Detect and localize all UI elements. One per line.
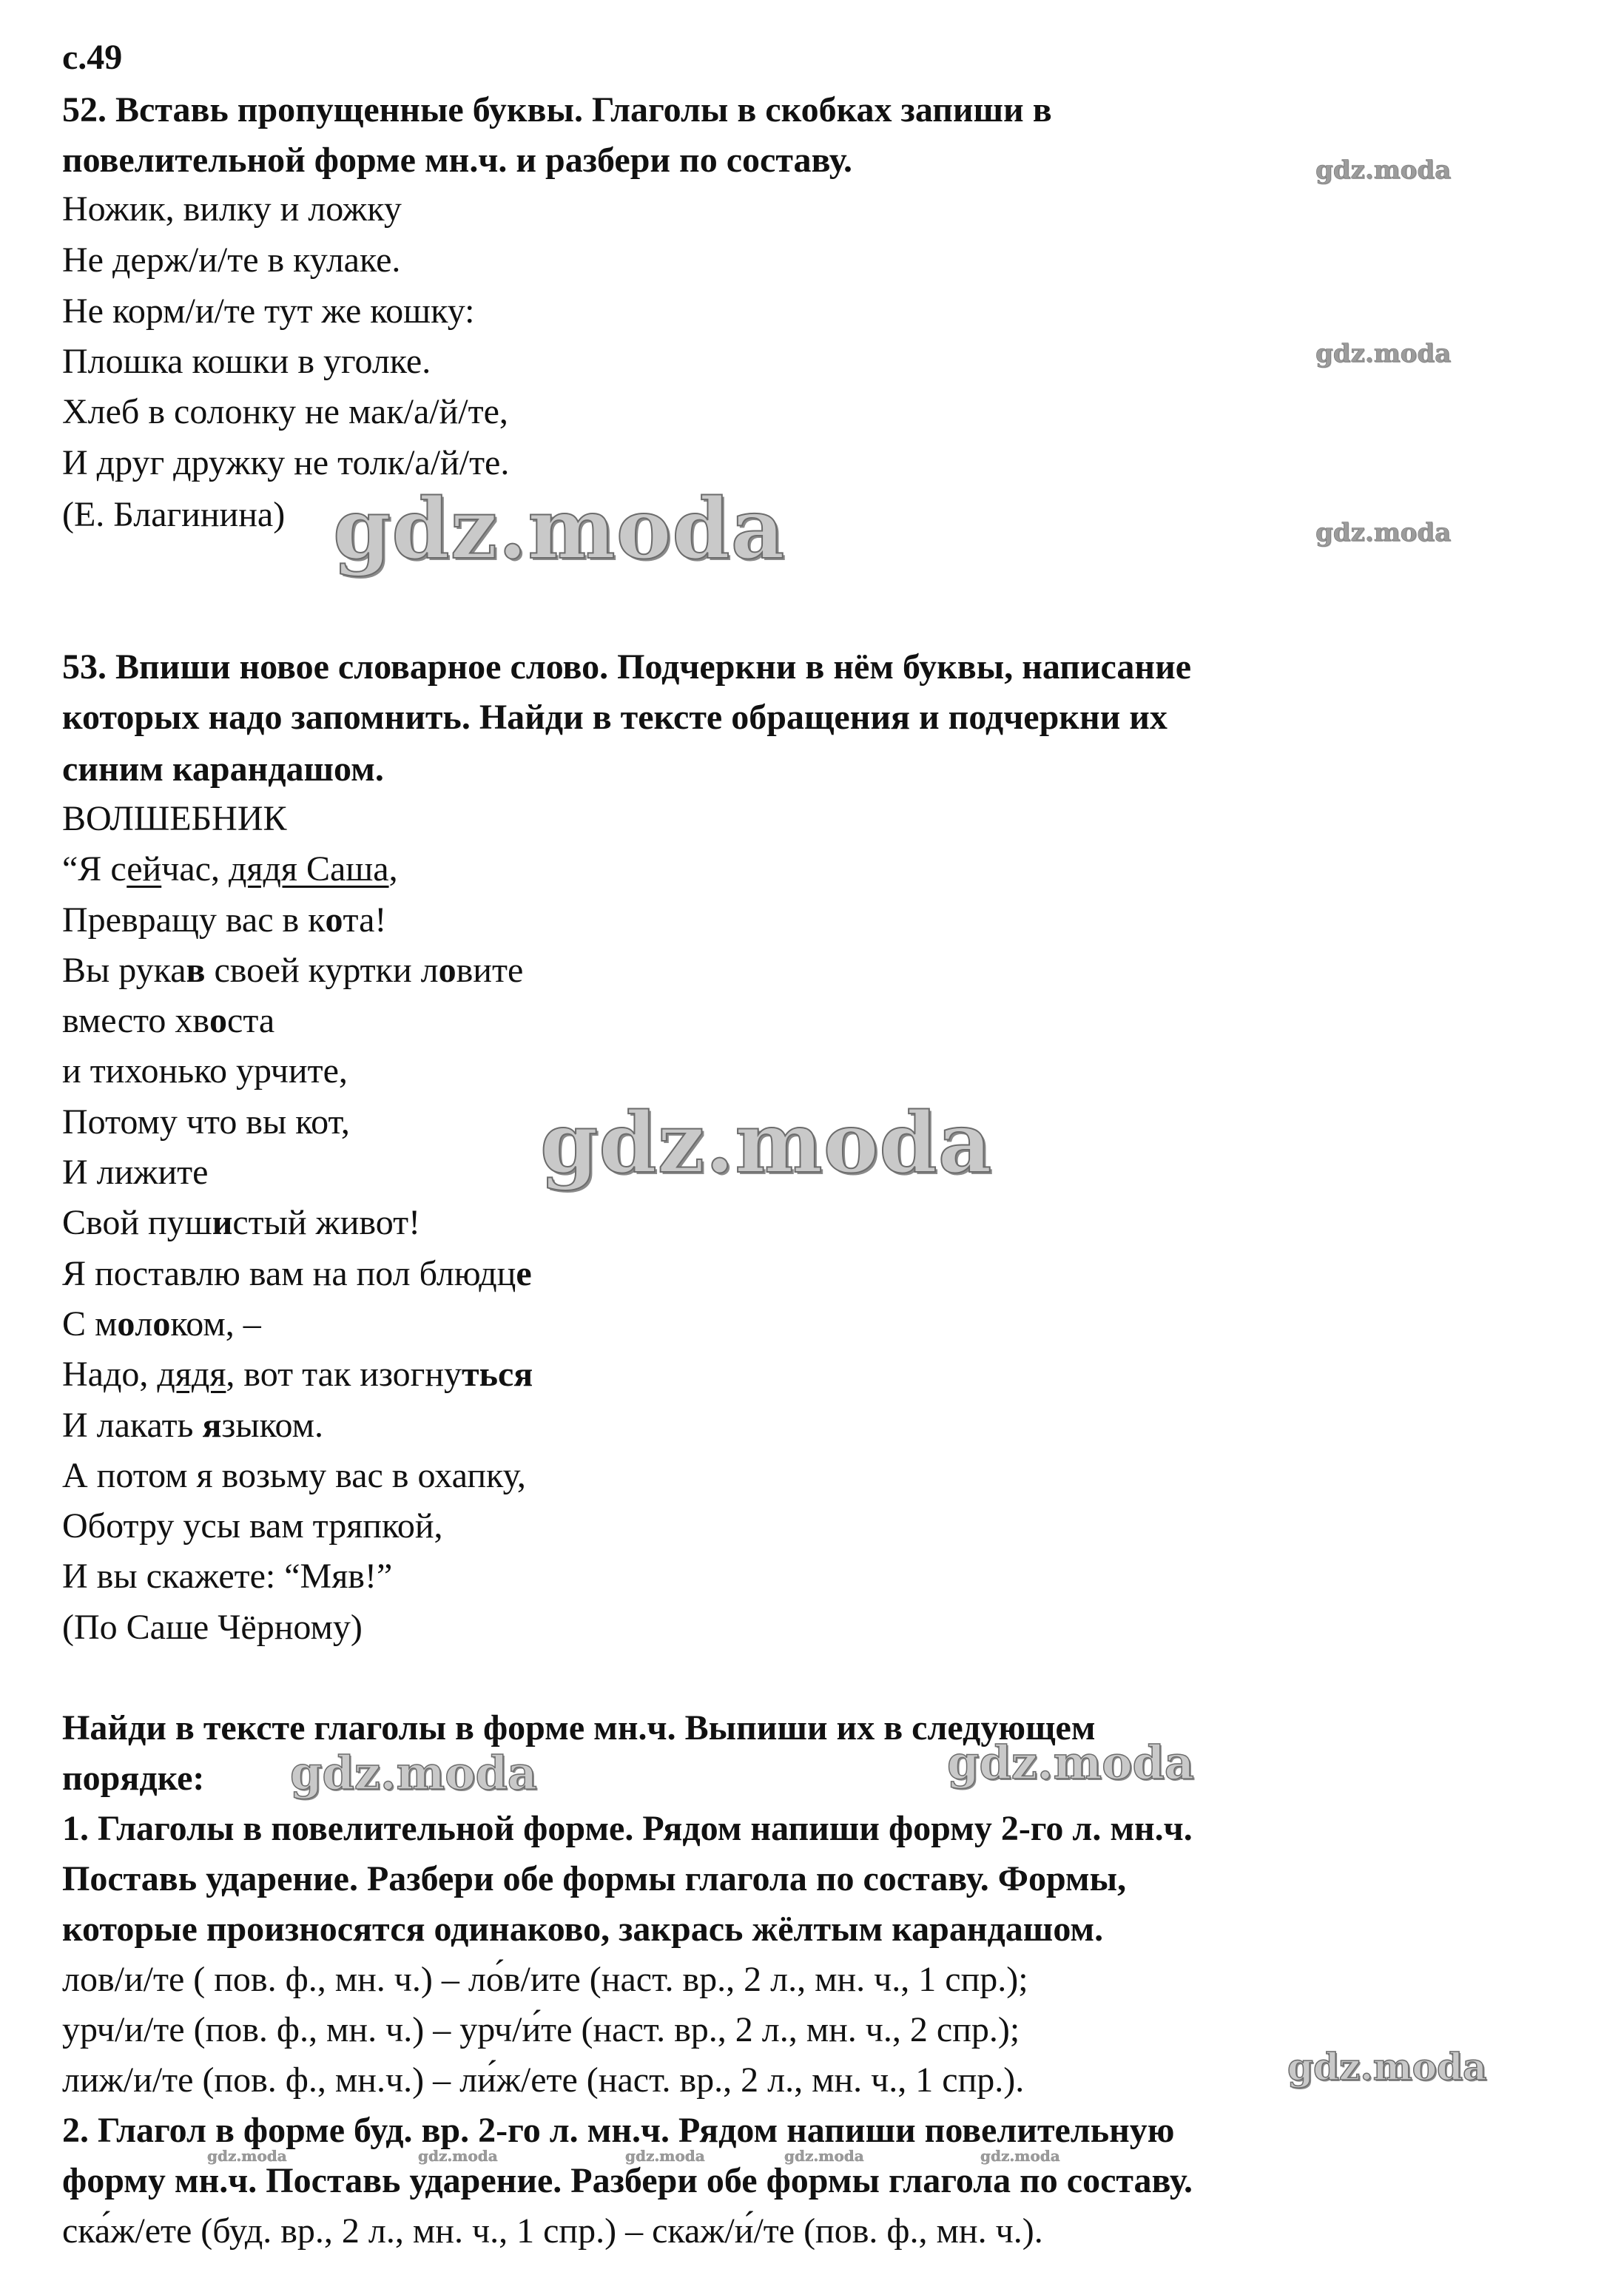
- part1-line-1: 1. Глаголы в повелительной форме. Рядом напиши форму 2-го л. мн.ч.: [62, 1809, 1193, 1848]
- ex52-task-line-2: повелительной форме мн.ч. и разбери по составу.: [62, 141, 852, 180]
- watermark-small: gdz.moda: [1315, 339, 1452, 368]
- ex53-task-line-2: которых надо запомнить. Найди в тексте обращения и подчеркни их: [62, 698, 1168, 737]
- watermark-tiny: gdz.moda: [625, 2147, 705, 2165]
- ex53-task-line-1: 53. Впиши новое словарное слово. Подчеркни в нём буквы, написание: [62, 647, 1192, 687]
- watermark-large: gdz.moda: [540, 1095, 993, 1192]
- ex52-author: (Е. Благинина): [62, 495, 286, 534]
- watermark-small: gdz.moda: [1315, 518, 1452, 547]
- ex53-poem-line-6: Потому что вы кот,: [62, 1102, 350, 1142]
- ex53-author: (По Саше Чёрному): [62, 1608, 363, 1647]
- watermark-tiny: gdz.moda: [980, 2147, 1060, 2165]
- answer1-line-2: урч/и/те (пов. ф., мн. ч.) – урч/и́те (наст. вр., 2 л., мн. ч., 2 спр.);: [62, 2010, 1020, 2049]
- ex52-poem-line-5: Хлеб в солонку не мак/а/й/те,: [62, 392, 508, 431]
- ex53-poem-line-15: И вы скажете: “Мяв!”: [62, 1557, 393, 1596]
- watermark-medium: gdz.moda: [1287, 2045, 1487, 2089]
- part2-line-1: 2. Глагол в форме буд. вр. 2-го л. мн.ч. Рядом напиши повелительную: [62, 2111, 1175, 2150]
- watermark-medium: gdz.moda: [290, 1746, 537, 1800]
- ex53-poem-line-8: Свой пушистый живот!: [62, 1203, 421, 1242]
- ex53-poem-line-13: А потом я возьму вас в охапку,: [62, 1456, 526, 1495]
- ex53-poem-line-3: Вы рукав своей куртки ловите: [62, 951, 524, 990]
- answer1-line-1: лов/и/те ( пов. ф., мн. ч.) – ло́в/ите (наст. вр., 2 л., мн. ч., 1 спр.);: [62, 1960, 1028, 1999]
- ex52-poem-line-6: И друг дружку не толк/а/й/те.: [62, 443, 510, 482]
- watermark-tiny: gdz.moda: [418, 2147, 498, 2165]
- ex52-poem-line-4: Плошка кошки в уголке.: [62, 342, 431, 381]
- ex53-poem-line-4: вместо хвоста: [62, 1001, 275, 1040]
- ex52-poem-line-1: Ножик, вилку и ложку: [62, 189, 402, 229]
- watermark-large: gdz.moda: [333, 481, 786, 578]
- part2-line-2: форму мн.ч. Поставь ударение. Разбери обе формы глагола по составу.: [62, 2161, 1193, 2200]
- ex53-poem-line-11: Надо, дядя, вот так изогнуться: [62, 1355, 533, 1394]
- answer2-line-1: ска́ж/ете (буд. вр., 2 л., мн. ч., 1 спр.) – скаж/и́/те (пов. ф., мн. ч.).: [62, 2211, 1043, 2251]
- ex53-poem-line-7: И лижите: [62, 1153, 209, 1192]
- watermark-tiny: gdz.moda: [207, 2147, 287, 2165]
- ex53-poem-line-14: Оботру усы вам тряпкой,: [62, 1506, 443, 1546]
- ex53-poem-line-2: Превращу вас в кота!: [62, 900, 387, 940]
- find-task-line-2: порядке:: [62, 1759, 205, 1798]
- ex52-poem-line-3: Не корм/и/те тут же кошку:: [62, 291, 475, 331]
- ex53-dictionary-word: ВОЛШЕБНИК: [62, 799, 287, 838]
- ex53-poem-line-5: и тихонько урчите,: [62, 1051, 348, 1091]
- ex53-poem-line-1: “Я сейчас, дядя Саша,: [62, 849, 398, 889]
- watermark-tiny: gdz.moda: [784, 2147, 864, 2165]
- ex53-poem-line-10: С молоком, –: [62, 1304, 261, 1344]
- ex53-task-line-3: синим карандашом.: [62, 749, 384, 789]
- part1-line-3: которые произносятся одинаково, закрась жёлтым карандашом.: [62, 1910, 1104, 1949]
- answer1-line-3: лиж/и/те (пов. ф., мн.ч.) – ли́ж/ете (наст. вр., 2 л., мн. ч., 1 спр.).: [62, 2060, 1025, 2100]
- ex53-poem-line-9: Я поставлю вам на пол блюдце: [62, 1254, 532, 1293]
- page-number: с.49: [62, 38, 123, 77]
- watermark-small: gdz.moda: [1315, 155, 1452, 185]
- ex53-poem-line-12: И лакать языком.: [62, 1406, 323, 1445]
- find-task-line-1: Найди в тексте глаголы в форме мн.ч. Выпиши их в следующем: [62, 1708, 1096, 1747]
- part1-line-2: Поставь ударение. Разбери обе формы глагола по составу. Формы,: [62, 1859, 1127, 1898]
- watermark-medium: gdz.moda: [947, 1736, 1194, 1790]
- ex52-poem-line-2: Не держ/и/те в кулаке.: [62, 240, 401, 280]
- ex52-task-line-1: 52. Вставь пропущенные буквы. Глаголы в скобках запиши в: [62, 90, 1052, 129]
